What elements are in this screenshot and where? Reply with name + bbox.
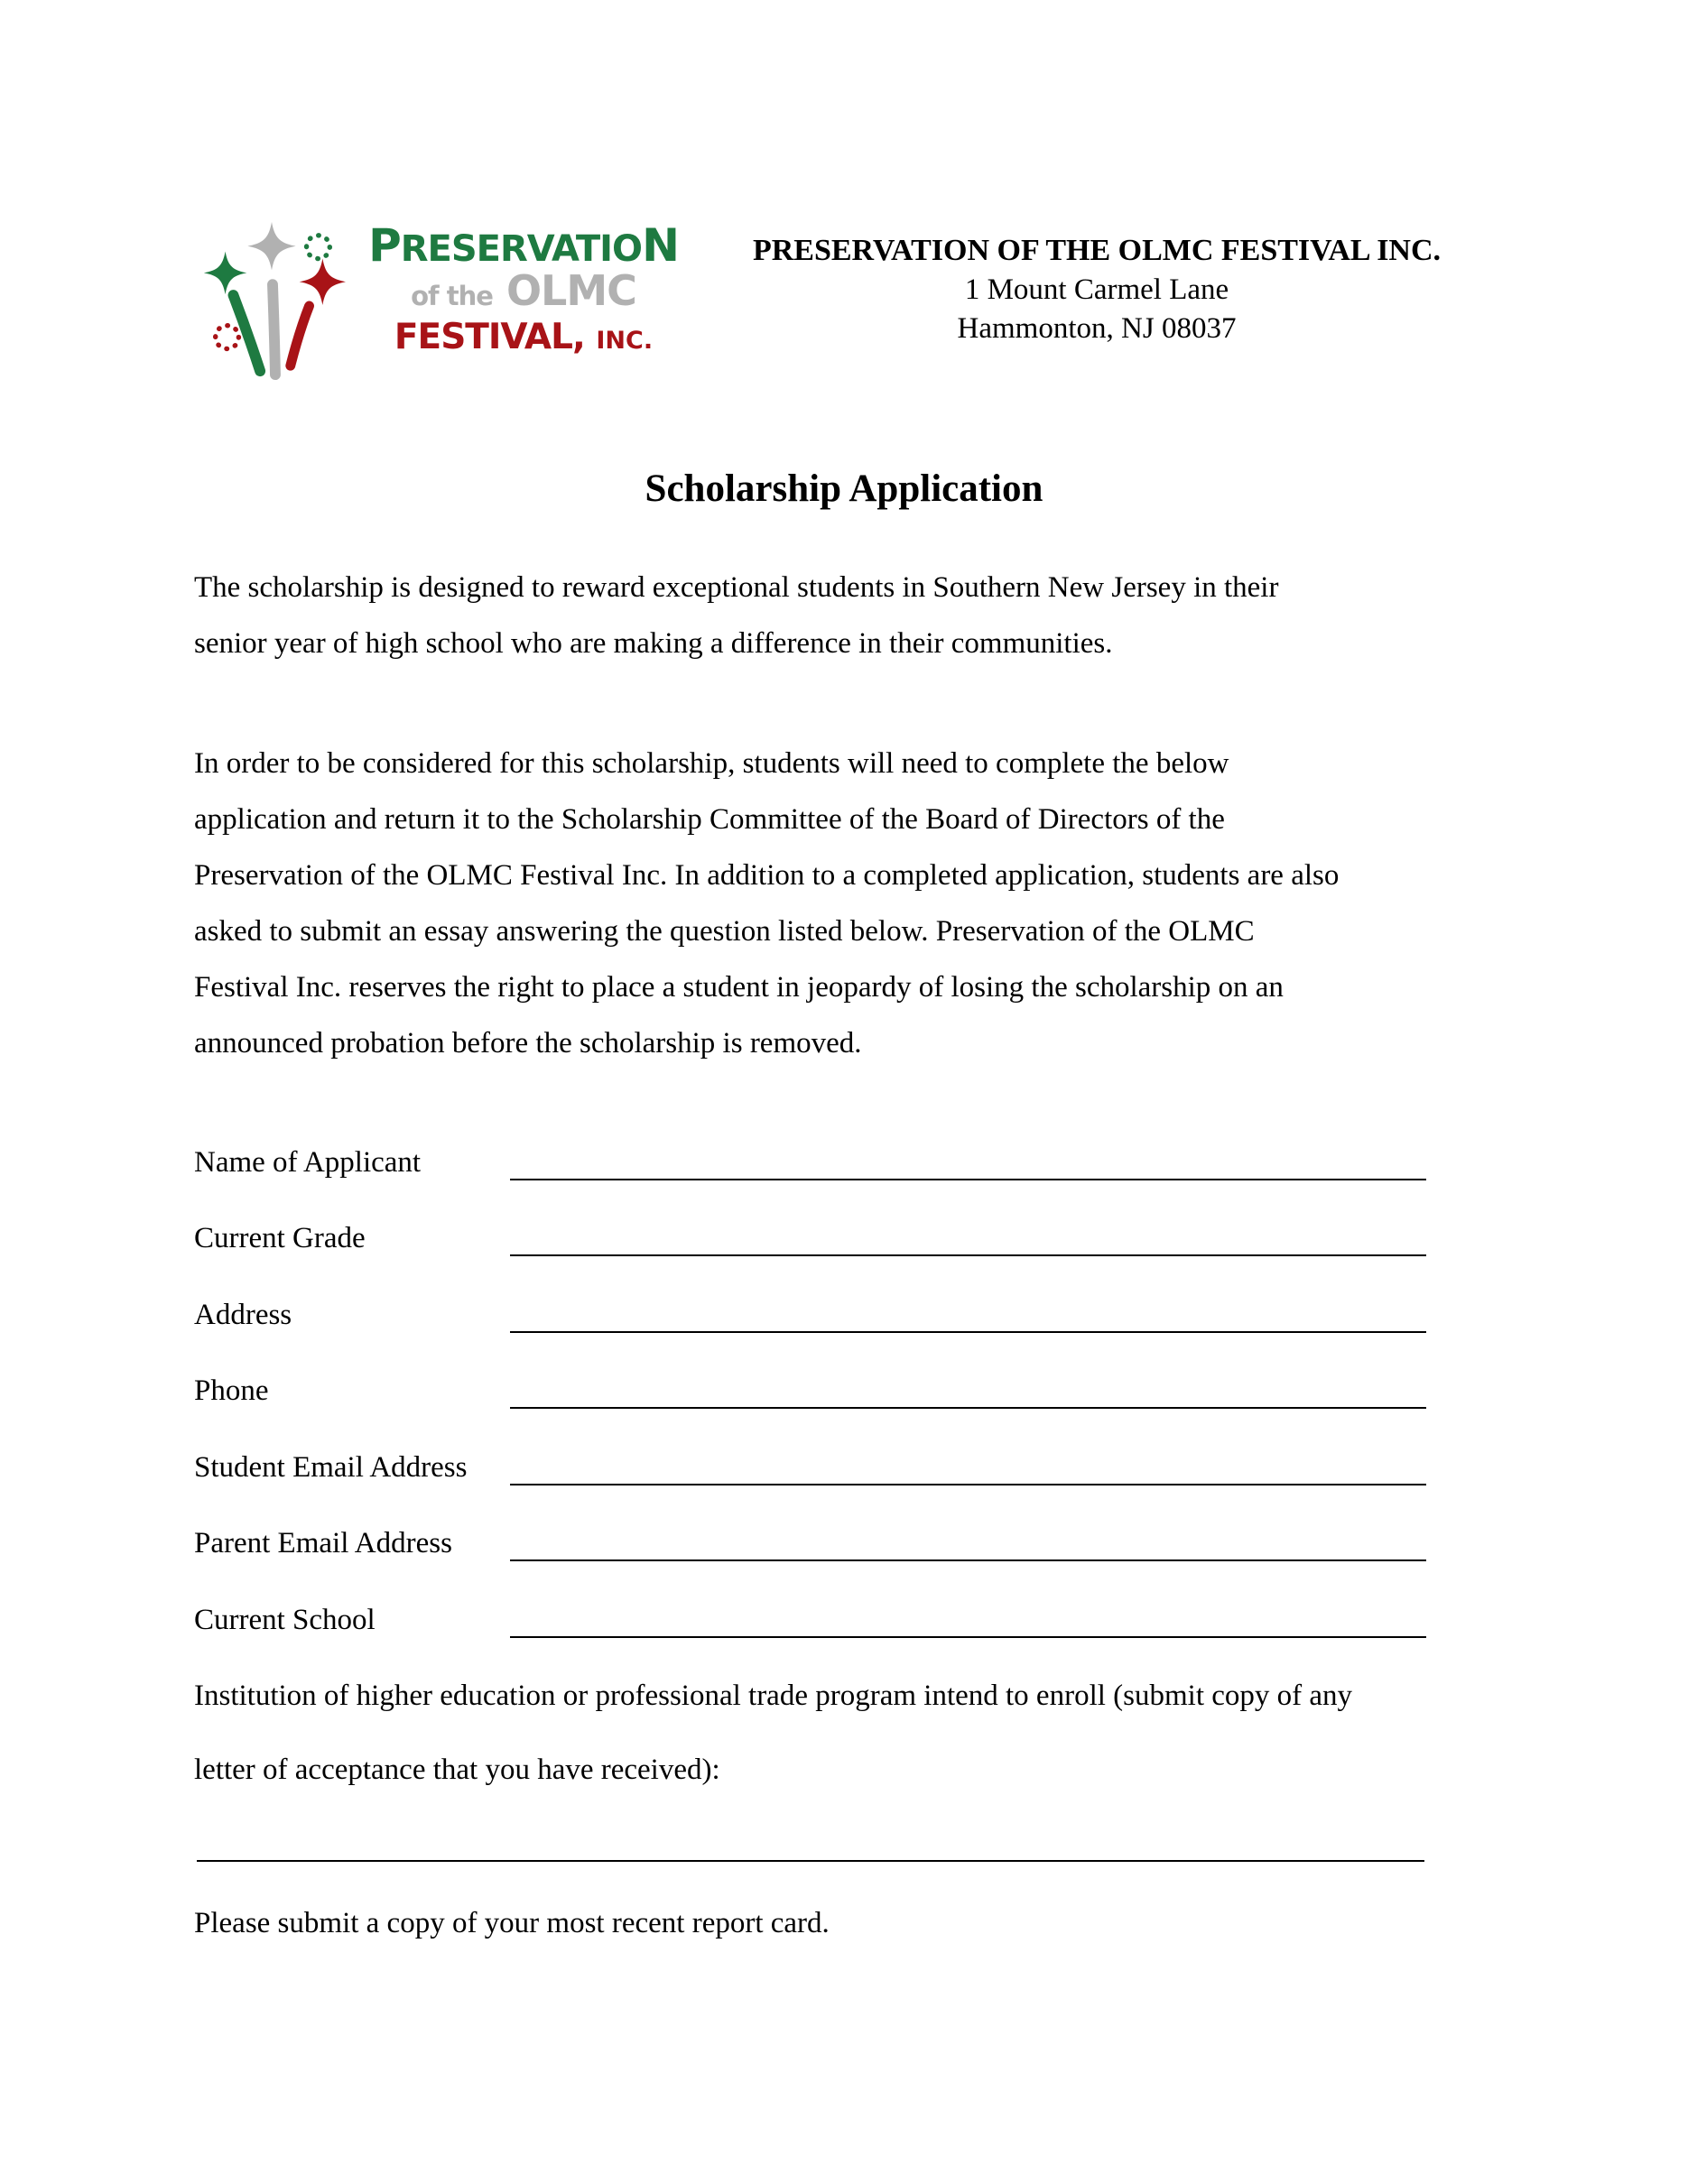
field-row-address [194, 1256, 1426, 1333]
org-address-line1: 1 Mount Carmel Lane [964, 273, 1229, 306]
field-row-name-of-applicant [194, 1104, 1426, 1180]
current-grade-input-line[interactable] [510, 1254, 1426, 1256]
current-school-label: Current School [194, 1603, 376, 1636]
star-gray [247, 222, 295, 270]
institution-prompt [194, 1659, 1566, 1807]
dotted-burst-red [216, 326, 239, 349]
text-line: The scholarship is designed to reward exceptional students in Southern New Jersey in their [194, 571, 1279, 604]
text-line: application and return it to the Scholarship Committee of the Board of Directors of the [194, 803, 1225, 836]
organization-logo [191, 219, 691, 383]
parent-email-input-line[interactable] [510, 1559, 1426, 1561]
phone-input-line[interactable] [510, 1407, 1426, 1409]
logo-letter-tail: N [642, 219, 679, 272]
intro-paragraph-2 [194, 736, 1566, 1071]
name-of-applicant-label: Name of Applicant [194, 1145, 422, 1179]
text-line: announced probation before the scholarship is removed. [194, 1027, 862, 1060]
student-email-label: Student Email Address [194, 1450, 468, 1484]
address-input-line[interactable] [510, 1331, 1426, 1333]
dotted-burst-green [307, 236, 330, 259]
field-row-student-email [194, 1409, 1426, 1485]
logo-letter-lead: P [368, 219, 401, 272]
logo-word-of-the-olmc [356, 266, 691, 317]
logo-word-festival-inc [356, 317, 691, 362]
application-fields [194, 1104, 1426, 1638]
star-red [300, 259, 346, 305]
firework-streak-green [233, 295, 260, 371]
field-row-current-grade [194, 1180, 1426, 1257]
text-line: letter of acceptance that you have received): [194, 1754, 720, 1786]
text-line: asked to submit an essay answering the question listed below. Preservation of the OLMC [194, 915, 1255, 948]
text-line: Festival Inc. reserves the right to place a student in jeopardy of losing the scholarship on an [194, 971, 1284, 1004]
logo-word-festival: FESTIVAL, [394, 317, 585, 357]
intro-paragraph-1 [194, 560, 1566, 671]
logo-word-inc: INC. [596, 327, 654, 355]
field-row-current-school [194, 1561, 1426, 1638]
logo-word-preservation [356, 219, 691, 272]
report-card-note: Please submit a copy of your most recent report card. [194, 1907, 830, 1939]
institution-answer-line[interactable] [197, 1860, 1424, 1862]
text-line: Institution of higher education or professional trade program intend to enroll (submit copy of any [194, 1680, 1353, 1712]
name-of-applicant-input-line[interactable] [510, 1179, 1426, 1180]
parent-email-label: Parent Email Address [194, 1527, 452, 1559]
text-line: senior year of high school who are making a difference in their communities. [194, 627, 1113, 660]
field-row-parent-email [194, 1485, 1426, 1562]
firework-streak-red [291, 306, 310, 366]
text-line: In order to be considered for this scholarship, students will need to complete the below [194, 747, 1229, 780]
logo-word-mid: RESERVATIO [400, 228, 643, 270]
star-green [204, 252, 246, 294]
document-title: Scholarship Application [645, 467, 1043, 510]
org-address-line2: Hammonton, NJ 08037 [957, 312, 1237, 345]
logo-word-of-the: of the [411, 281, 493, 311]
address-label: Address [194, 1298, 292, 1331]
field-row-phone [194, 1333, 1426, 1410]
student-email-input-line[interactable] [510, 1484, 1426, 1485]
org-name: PRESERVATION OF THE OLMC FESTIVAL INC. [752, 234, 1442, 267]
firework-streak-gray [273, 284, 275, 375]
current-school-input-line[interactable] [510, 1636, 1426, 1638]
current-grade-label: Current Grade [194, 1222, 366, 1254]
logo-wordmark [356, 219, 691, 383]
logo-word-olmc: OLMC [505, 266, 636, 315]
fireworks-logo-icon [191, 222, 352, 383]
text-line: Preservation of the OLMC Festival Inc. In addition to a completed application, students are also [194, 859, 1340, 892]
organization-header [700, 231, 1494, 348]
phone-label: Phone [194, 1374, 269, 1407]
